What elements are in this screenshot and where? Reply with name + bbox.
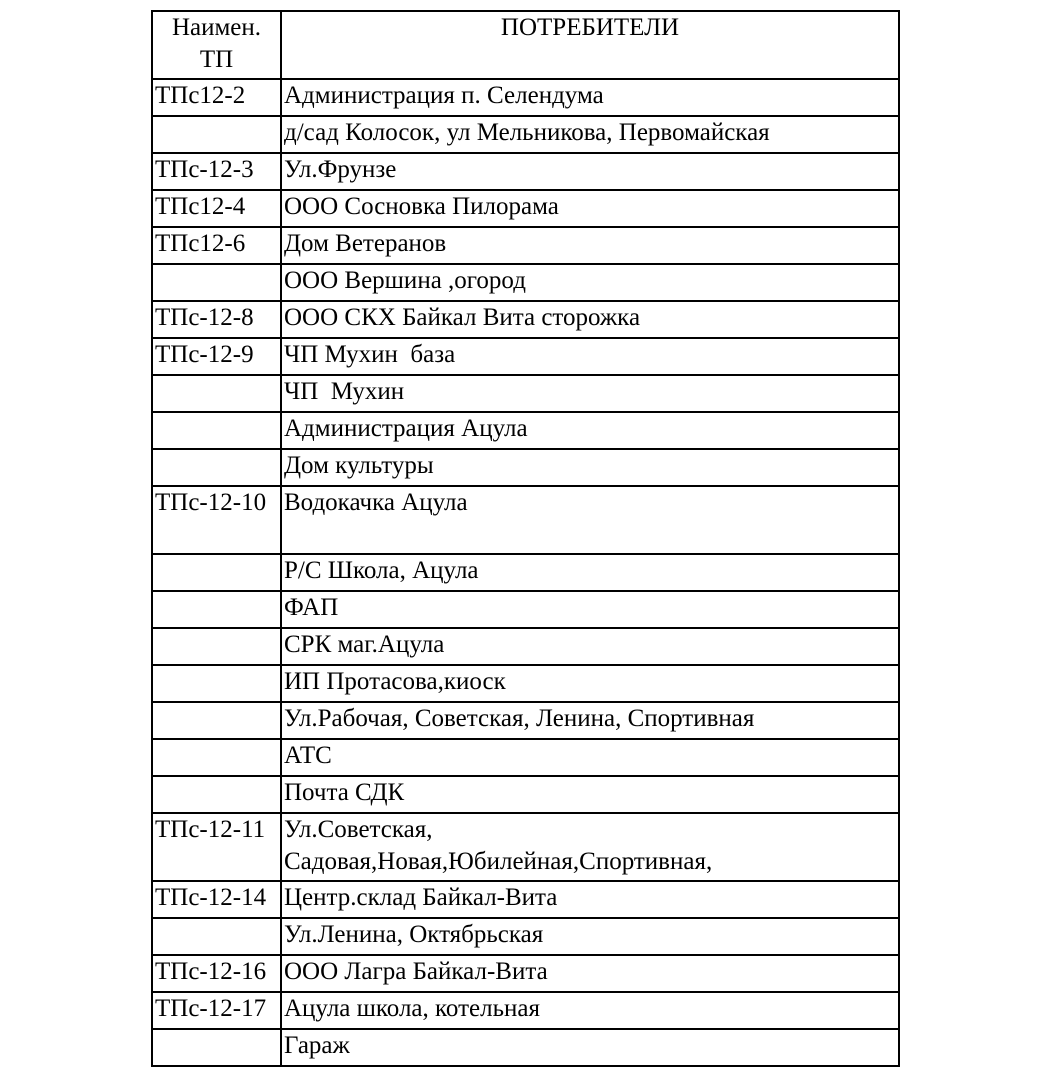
consumer-cell: Центр.склад Байкал-Вита (281, 881, 899, 918)
consumer-cell: Ул.Фрунзе (281, 153, 899, 190)
consumer-cell: ООО Сосновка Пилорама (281, 190, 899, 227)
table-row (152, 554, 899, 591)
table-row (152, 227, 899, 264)
consumer-cell (281, 813, 899, 881)
consumer-line-2: Садовая,Новая,Юбилейная,Спортивная, (284, 848, 713, 875)
tp-cell (152, 1029, 281, 1066)
table-row (152, 449, 899, 486)
header-tp-name-line2: ТП (199, 46, 234, 73)
table-row (152, 1029, 899, 1066)
table-row (152, 591, 899, 628)
header-tp-name-line1: Наимен. (171, 14, 262, 41)
consumer-cell: Ул.Ленина, Октябрьская (281, 918, 899, 955)
tp-cell (152, 918, 281, 955)
consumer-cell: Ул.Рабочая, Советская, Ленина, Спортивная (281, 702, 899, 739)
table-row (152, 301, 899, 338)
tp-cell: ТПс12-2 (152, 79, 281, 116)
consumer-cell: Р/С Школа, Ацула (281, 554, 899, 591)
tp-cell (152, 554, 281, 591)
tp-cell (152, 449, 281, 486)
tp-cell (152, 591, 281, 628)
consumer-cell: ИП Протасова,киоск (281, 665, 899, 702)
consumer-cell: Почта СДК (281, 776, 899, 813)
table-row (152, 739, 899, 776)
consumer-cell: ООО Вершина ,огород (281, 264, 899, 301)
consumer-cell: СРК маг.Ацула (281, 628, 899, 665)
tp-cell: ТПс-12-10 (152, 486, 281, 554)
consumer-cell: ООО СКХ Байкал Вита сторожка (281, 301, 899, 338)
table-row (152, 116, 899, 153)
table-row (152, 918, 899, 955)
header-consumers: ПОТРЕБИТЕЛИ (281, 11, 899, 79)
table-row (152, 153, 899, 190)
tp-cell: ТПс-12-9 (152, 338, 281, 375)
consumer-cell: Администрация п. Селендума (281, 79, 899, 116)
consumer-cell: Водокачка Ацула (281, 486, 899, 554)
table-row (152, 338, 899, 375)
consumer-cell: ФАП (281, 591, 899, 628)
tp-cell: ТПс-12-14 (152, 881, 281, 918)
tp-cell (152, 412, 281, 449)
tp-cell (152, 116, 281, 153)
table-row (152, 776, 899, 813)
table-row (152, 665, 899, 702)
consumer-cell: Администрация Ацула (281, 412, 899, 449)
tp-cell (152, 776, 281, 813)
tp-cell (152, 665, 281, 702)
tp-cell (152, 628, 281, 665)
tp-cell: ТПс-12-3 (152, 153, 281, 190)
table-row (152, 628, 899, 665)
consumer-cell: Ацула школа, котельная (281, 992, 899, 1029)
consumer-cell: ЧП Мухин база (281, 338, 899, 375)
consumer-cell: Дом культуры (281, 449, 899, 486)
table-row (152, 412, 899, 449)
table-row (152, 813, 899, 881)
tp-cell: ТПс12-4 (152, 190, 281, 227)
tp-cell: ТПс-12-16 (152, 955, 281, 992)
table-row (152, 955, 899, 992)
tp-cell: ТПс12-6 (152, 227, 281, 264)
tp-cell: ТПс-12-17 (152, 992, 281, 1029)
tp-cell: ТПс-12-11 (152, 813, 281, 881)
consumer-cell: д/сад Колосок, ул Мельникова, Первомайская (281, 116, 899, 153)
table-row (152, 79, 899, 116)
table-row (152, 486, 899, 554)
consumers-table (151, 10, 900, 1067)
tp-cell (152, 264, 281, 301)
header-tp-name (152, 11, 281, 79)
consumer-line-1: Ул.Советская, (284, 816, 433, 843)
table-row (152, 992, 899, 1029)
tp-cell: ТПс-12-8 (152, 301, 281, 338)
table-row (152, 264, 899, 301)
tp-cell (152, 702, 281, 739)
tp-cell (152, 739, 281, 776)
consumer-cell: ООО Лагра Байкал-Вита (281, 955, 899, 992)
table-row (152, 881, 899, 918)
consumer-cell: АТС (281, 739, 899, 776)
tp-cell (152, 375, 281, 412)
table-row (152, 375, 899, 412)
table-row (152, 702, 899, 739)
table-header-row (152, 11, 899, 79)
consumer-cell: Дом Ветеранов (281, 227, 899, 264)
consumer-cell: ЧП Мухин (281, 375, 899, 412)
consumer-cell: Гараж (281, 1029, 899, 1066)
table-row (152, 190, 899, 227)
